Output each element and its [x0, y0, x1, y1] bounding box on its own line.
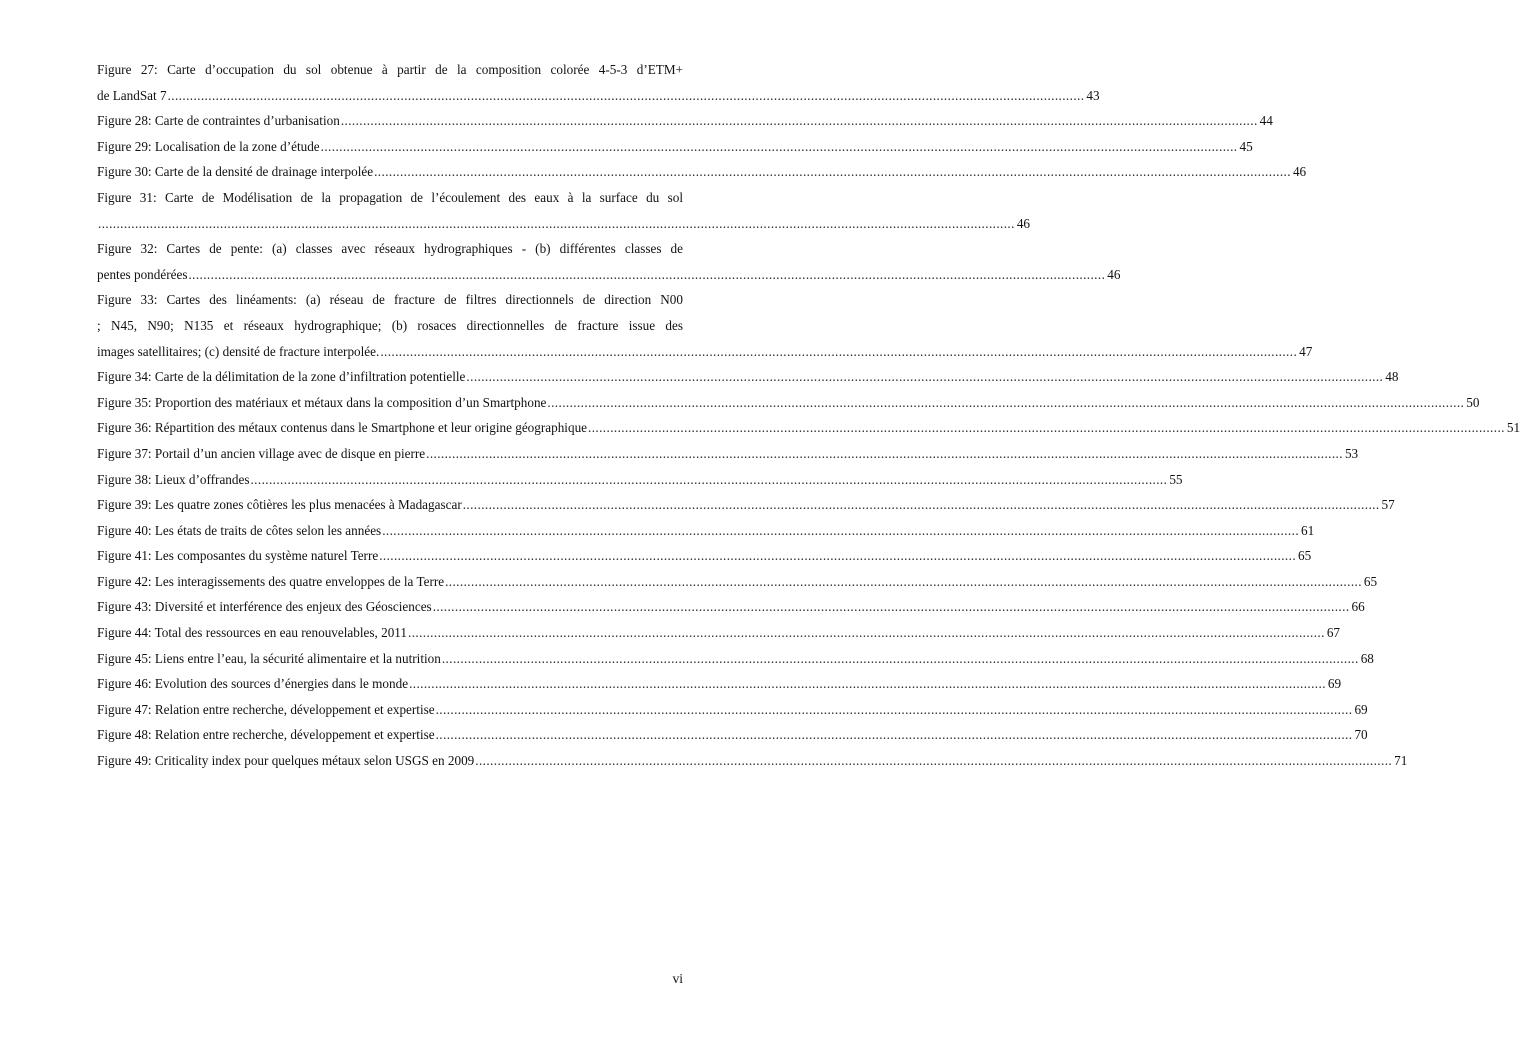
toc-entry[interactable]: [97, 159, 1307, 185]
dot-leader: [250, 467, 1167, 493]
toc-entry[interactable]: [97, 364, 1399, 390]
toc-entry-text: Figure 34: Carte de la délimitation de la zone d’infiltration potentielle: [97, 369, 466, 385]
toc-page-number: 46: [1292, 164, 1307, 180]
dot-leader: [466, 364, 1383, 390]
dot-leader: [588, 415, 1505, 441]
toc-entry-text: Figure 31: Carte de Modélisation de la propagation de l’écoulement des eaux à la surface du sol: [97, 189, 683, 205]
toc-entry[interactable]: [97, 415, 1520, 441]
toc-entry-text: Figure 36: Répartition des métaux contenus dans le Smartphone et leur origine géographique: [97, 420, 588, 436]
toc-entry-text: Figure 35: Proportion des matériaux et métaux dans la composition d’un Smartphone: [97, 394, 547, 410]
toc-page-number: 57: [1381, 497, 1395, 513]
toc-entry[interactable]: [97, 211, 1031, 237]
dot-leader: [436, 722, 1353, 748]
toc-entry-text: ; N45, N90; N135 et réseaux hydrographique; (b) rosaces directionnelles de fracture issue des: [97, 317, 683, 333]
toc-entry-text: Figure 46: Evolution des sources d’énergies dans le monde: [97, 676, 409, 692]
dot-leader: [433, 594, 1350, 620]
toc-entry[interactable]: [97, 134, 1253, 160]
toc-entry-text: Figure 30: Carte de la densité de drainage interpolée: [97, 164, 374, 180]
toc-entry-text: Figure 37: Portail d’un ancien village avec de disque en pierre: [97, 445, 426, 461]
dot-leader: [379, 543, 1296, 569]
dot-leader: [408, 620, 1325, 646]
toc-entry[interactable]: [97, 671, 1342, 697]
toc-entry-text: de LandSat 7: [97, 87, 167, 103]
dot-leader: [436, 697, 1353, 723]
toc-entry-text: Figure 49: Criticality index pour quelques métaux selon USGS en 2009: [97, 753, 475, 769]
toc-page-number: 48: [1385, 369, 1399, 385]
toc-entry-text: Figure 47: Relation entre recherche, développement et expertise: [97, 701, 435, 717]
toc-page-number: 44: [1259, 113, 1273, 129]
toc-page-number: 68: [1360, 650, 1374, 666]
toc-page-number: 71: [1394, 753, 1408, 769]
toc-entry[interactable]: [97, 518, 1315, 544]
toc-entry[interactable]: [97, 492, 1395, 518]
toc-entry[interactable]: [97, 83, 1100, 109]
toc-entry-text: Figure 29: Localisation de la zone d’étude: [97, 138, 320, 154]
toc-entry-text: Figure 39: Les quatre zones côtières les plus menacées à Madagascar: [97, 497, 462, 513]
toc-entry[interactable]: [97, 569, 1378, 595]
toc-entry-continued: [97, 185, 683, 211]
toc-entry-text: Figure 32: Cartes de pente: (a) classes avec réseaux hydrographiques - (b) différentes classes de: [97, 241, 683, 257]
toc-entry-continued: [97, 236, 683, 262]
toc-page-number: 69: [1354, 701, 1368, 717]
toc-entry-text: Figure 38: Lieux d’offrandes: [97, 471, 250, 487]
toc-entry[interactable]: [97, 543, 1312, 569]
list-of-figures: [97, 57, 1520, 774]
toc-entry[interactable]: [97, 646, 1374, 672]
toc-entry-text: Figure 44: Total des ressources en eau renouvelables, 2011: [97, 625, 407, 641]
toc-entry-text: Figure 28: Carte de contraintes d’urbanisation: [97, 113, 340, 129]
toc-entry-text: Figure 43: Diversité et interférence des enjeux des Géosciences: [97, 599, 432, 615]
toc-entry-text: Figure 27: Carte d’occupation du sol obtenue à partir de la composition colorée 4-5-3 d’ETM+: [97, 62, 683, 77]
dot-leader: [475, 748, 1392, 774]
toc-page-number: 46: [1016, 215, 1031, 231]
toc-entry-text: Figure 42: Les interagissements des quatre enveloppes de la Terre: [97, 573, 445, 589]
toc-page-number: 69: [1327, 676, 1342, 692]
toc-entry-text: Figure 40: Les états de traits de côtes selon les années: [97, 522, 382, 538]
toc-entry[interactable]: [97, 390, 1480, 416]
dot-leader: [98, 211, 1015, 237]
dot-leader: [547, 390, 1464, 416]
toc-entry-continued: [97, 57, 683, 83]
dot-leader: [426, 441, 1343, 467]
toc-entry[interactable]: [97, 594, 1365, 620]
dot-leader: [409, 671, 1326, 697]
toc-page-number: 45: [1239, 138, 1253, 154]
toc-page-number: 65: [1298, 548, 1312, 564]
dot-leader: [341, 108, 1258, 134]
toc-entry[interactable]: [97, 441, 1359, 467]
toc-page-number: 51: [1506, 420, 1520, 436]
toc-page-number: 61: [1301, 522, 1315, 538]
dot-leader: [382, 518, 1299, 544]
toc-page-number: 65: [1363, 573, 1378, 589]
toc-page-number: 66: [1351, 599, 1365, 615]
toc-page-number: 53: [1344, 445, 1359, 461]
toc-entry[interactable]: [97, 748, 1408, 774]
toc-entry-continued: [97, 287, 683, 313]
dot-leader: [380, 339, 1297, 365]
toc-entry-text: Figure 45: Liens entre l’eau, la sécurité alimentaire et la nutrition: [97, 650, 441, 666]
toc-page-number: 46: [1107, 266, 1121, 282]
toc-entry[interactable]: [97, 339, 1313, 365]
dot-leader: [168, 83, 1085, 109]
toc-page-number: 43: [1086, 87, 1100, 103]
dot-leader: [321, 134, 1238, 160]
toc-page-number: 67: [1326, 625, 1341, 641]
toc-entry-continued: [97, 313, 683, 339]
dot-leader: [445, 569, 1362, 595]
toc-page-number: 55: [1169, 471, 1183, 487]
toc-page-number: 50: [1466, 394, 1480, 410]
toc-entry-text: pentes pondérées: [97, 266, 188, 282]
dot-leader: [188, 262, 1105, 288]
dot-leader: [442, 646, 1359, 672]
dot-leader: [463, 492, 1380, 518]
toc-entry[interactable]: [97, 262, 1121, 288]
toc-entry[interactable]: [97, 108, 1273, 134]
toc-page-number: 70: [1354, 727, 1368, 743]
toc-entry[interactable]: [97, 722, 1368, 748]
toc-page-number: 47: [1299, 343, 1313, 359]
toc-entry[interactable]: [97, 620, 1341, 646]
toc-entry-text: Figure 41: Les composantes du système naturel Terre: [97, 548, 379, 564]
toc-entry-text: Figure 48: Relation entre recherche, développement et expertise: [97, 727, 435, 743]
toc-entry[interactable]: [97, 467, 1183, 493]
page-number: vi: [672, 971, 683, 986]
toc-entry-text: Figure 33: Cartes des linéaments: (a) réseau de fracture de filtres directionnels de direction N00: [97, 292, 683, 308]
dot-leader: [374, 159, 1291, 185]
toc-entry[interactable]: [97, 697, 1368, 723]
toc-entry-text: images satellitaires; (c) densité de fracture interpolée.: [97, 343, 380, 359]
